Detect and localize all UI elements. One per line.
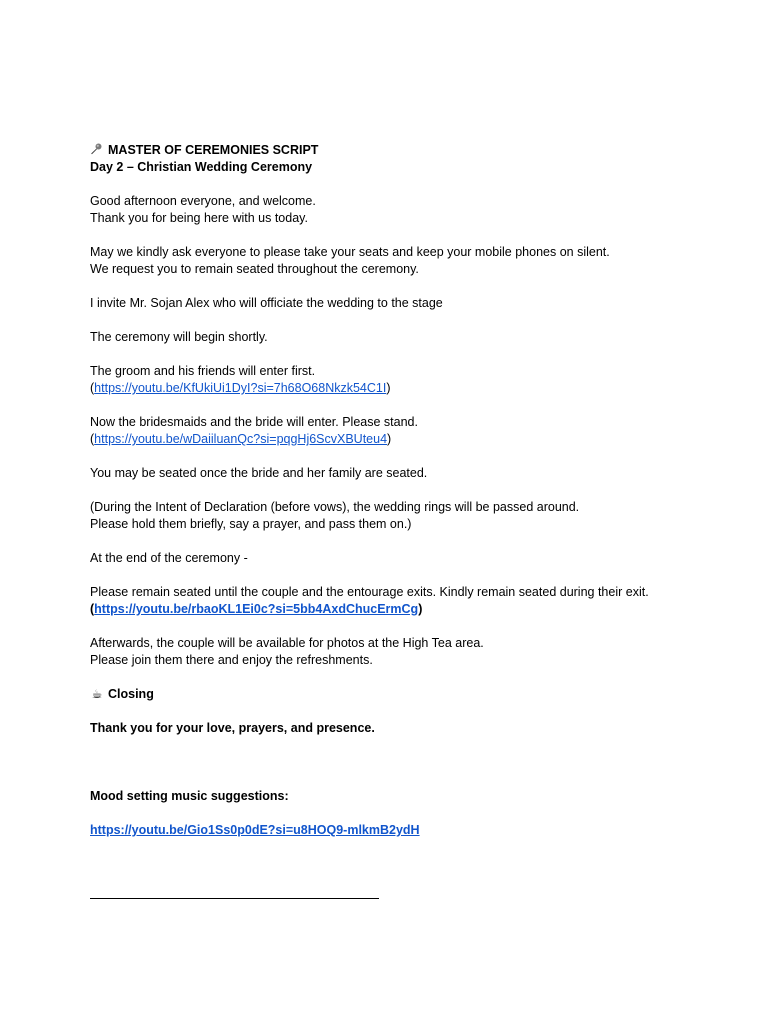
- photos-line-1: Afterwards, the couple will be available for photos at the High Tea area.: [90, 636, 484, 650]
- bride-line: Now the bridesmaids and the bride will enter. Please stand.: [90, 415, 418, 429]
- welcome-line-1: Good afternoon everyone, and welcome.: [90, 194, 316, 208]
- exit-line: Please remain seated until the couple and the entourage exits. Kindly remain seated during their exit.: [90, 585, 649, 599]
- closing-label: Closing: [108, 687, 154, 701]
- document-title: [90, 142, 730, 159]
- closing-thanks: Thank you for your love, prayers, and presence.: [90, 721, 375, 735]
- document-body: [90, 142, 730, 899]
- begin-line: The ceremony will begin shortly.: [90, 330, 268, 344]
- groom-line: The groom and his friends will enter first.: [90, 364, 316, 378]
- music-suggestion-link[interactable]: https://youtu.be/Gio1Ss0p0dE?si=u8HOQ9-mlkmB2ydH: [90, 823, 420, 837]
- closing-heading: [90, 686, 730, 703]
- groom-link-line: (https://youtu.be/KfUkiUi1DyI?si=7h68O68Nkzk54C1I): [90, 381, 391, 395]
- groom-entry-link[interactable]: https://youtu.be/KfUkiUi1DyI?si=7h68O68Nkzk54C1I: [94, 381, 387, 395]
- seating-line-2: We request you to remain seated throughout the ceremony.: [90, 262, 419, 276]
- officiant-line: I invite Mr. Sojan Alex who will officiate the wedding to the stage: [90, 296, 443, 310]
- bride-entry-link[interactable]: https://youtu.be/wDaiiluanQc?si=pqgHj6ScvXBUteu4: [94, 432, 388, 446]
- end-line: At the end of the ceremony -: [90, 551, 248, 565]
- music-link-line: [90, 822, 730, 839]
- rings-line-1: (During the Intent of Declaration (before vows), the wedding rings will be passed around.: [90, 500, 580, 514]
- seated-line: You may be seated once the bride and her family are seated.: [90, 466, 428, 480]
- exit-link-line: (https://youtu.be/rbaoKL1Ei0c?si=5bb4AxdChucErmCg): [90, 602, 423, 616]
- rings-line-2: Please hold them briefly, say a prayer, and pass them on.): [90, 517, 412, 531]
- microphone-icon: [90, 143, 102, 155]
- bride-link-line: (https://youtu.be/wDaiiluanQc?si=pqgHj6ScvXBUteu4): [90, 432, 392, 446]
- horizontal-rule: [90, 898, 379, 899]
- welcome-line-2: Thank you for being here with us today.: [90, 211, 308, 225]
- document-subtitle: Day 2 – Christian Wedding Ceremony: [90, 160, 313, 174]
- photos-line-2: Please join them there and enjoy the refreshments.: [90, 653, 373, 667]
- seating-line-1: May we kindly ask everyone to please take your seats and keep your mobile phones on silent.: [90, 245, 610, 259]
- exit-music-link[interactable]: https://youtu.be/rbaoKL1Ei0c?si=5bb4AxdChucErmCg: [94, 602, 419, 616]
- coffee-cup-icon: ☕: [91, 687, 103, 701]
- title-text: MASTER OF CEREMONIES SCRIPT: [108, 143, 319, 157]
- music-heading: Mood setting music suggestions:: [90, 789, 289, 803]
